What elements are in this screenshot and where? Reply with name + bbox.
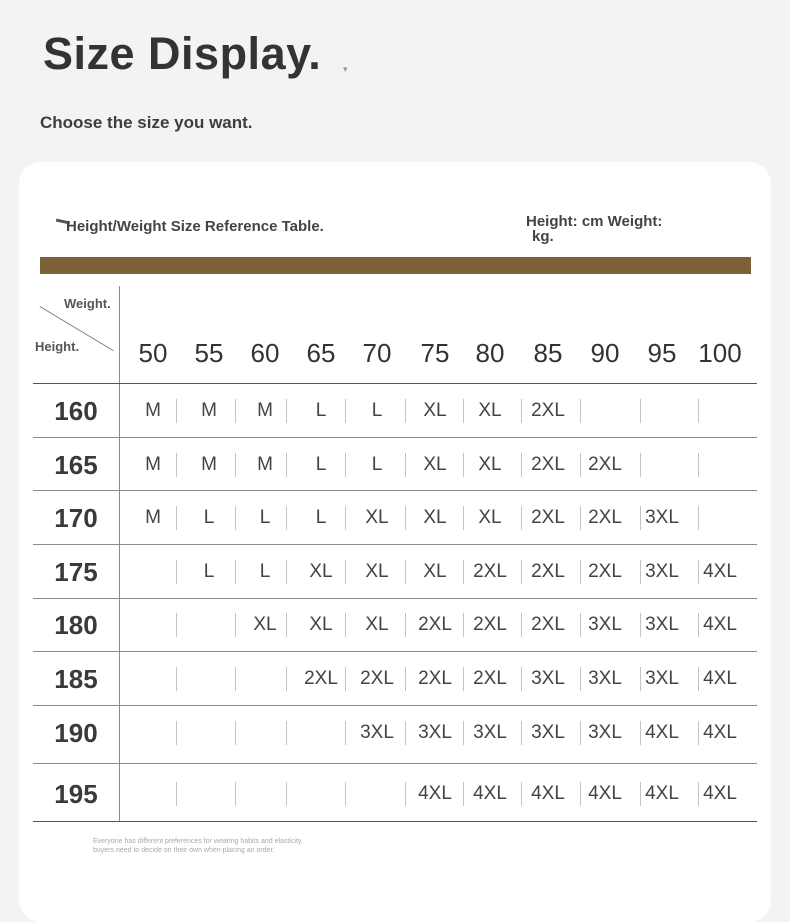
cell-separator [580, 506, 581, 530]
cell-separator [521, 721, 522, 745]
size-cell: 3XL [531, 722, 565, 743]
cell-separator [345, 453, 346, 477]
size-cell: 3XL [418, 722, 452, 743]
cell-separator [463, 506, 464, 530]
footnote-line-1: Everyone has different preferences for wearing habits and elasticity, [93, 838, 303, 845]
table-row-divider [33, 544, 757, 545]
cell-separator [521, 613, 522, 637]
size-cell: XL [365, 561, 389, 582]
cell-separator [698, 560, 699, 584]
cell-separator [698, 613, 699, 637]
weight-header: 65 [306, 338, 336, 368]
height-label: 195 [54, 779, 98, 809]
height-label: 170 [54, 503, 98, 533]
weight-header: 100 [698, 338, 742, 368]
size-cell: XL [365, 507, 389, 528]
size-cell: 4XL [645, 722, 679, 743]
corner-height-label: Height. [35, 339, 80, 354]
cell-separator [235, 667, 236, 691]
cell-separator [345, 782, 346, 806]
size-cell: 2XL [531, 614, 565, 635]
size-cell: XL [423, 561, 447, 582]
size-cell: 4XL [703, 668, 737, 689]
size-cell: 4XL [588, 783, 622, 804]
size-cell: 3XL [588, 722, 622, 743]
cell-separator [580, 721, 581, 745]
cell-separator [345, 560, 346, 584]
table-row-divider [33, 821, 757, 822]
cell-separator [235, 399, 236, 423]
size-cell: L [371, 400, 383, 421]
cell-separator [521, 399, 522, 423]
size-cell: XL [423, 507, 447, 528]
size-cell: 4XL [473, 783, 507, 804]
size-cell: 4XL [703, 722, 737, 743]
cell-separator [640, 560, 641, 584]
height-label: 175 [54, 557, 98, 587]
size-cell: 2XL [588, 561, 622, 582]
cell-separator [405, 560, 406, 584]
cell-separator [235, 560, 236, 584]
cell-separator [463, 782, 464, 806]
page-subtitle: Choose the size you want. [40, 113, 253, 132]
size-cell: L [259, 561, 271, 582]
cell-separator [345, 399, 346, 423]
size-cell: 2XL [360, 668, 394, 689]
cell-separator [286, 560, 287, 584]
size-cell: XL [478, 454, 502, 475]
size-cell: XL [478, 507, 502, 528]
size-cell: M [145, 507, 161, 528]
weight-header: 50 [138, 338, 168, 368]
size-cell: L [315, 454, 327, 475]
size-cell: 3XL [588, 614, 622, 635]
table-row-divider [33, 383, 757, 384]
cell-separator [521, 453, 522, 477]
cell-separator [580, 399, 581, 423]
cell-separator [640, 613, 641, 637]
decorative-mark-icon: ▾ [343, 64, 348, 74]
cell-separator [698, 399, 699, 423]
units-line-2: kg. [532, 228, 554, 245]
size-cell: M [201, 400, 217, 421]
cell-separator [345, 506, 346, 530]
cell-separator [286, 667, 287, 691]
cell-separator [640, 453, 641, 477]
weight-header: 95 [647, 338, 677, 368]
cell-separator [698, 667, 699, 691]
weight-header: 55 [194, 338, 224, 368]
cell-separator [698, 506, 699, 530]
cell-separator [463, 560, 464, 584]
cell-separator [286, 399, 287, 423]
cell-separator [580, 782, 581, 806]
size-cell: 2XL [418, 668, 452, 689]
cell-separator [640, 399, 641, 423]
weight-header: 80 [475, 338, 505, 368]
cell-separator [405, 453, 406, 477]
table-row-divider [33, 651, 757, 652]
cell-separator [235, 721, 236, 745]
size-cell: 3XL [645, 561, 679, 582]
cell-separator [176, 613, 177, 637]
cell-separator [463, 399, 464, 423]
size-cell: XL [365, 614, 389, 635]
cell-separator [580, 613, 581, 637]
table-row-divider [33, 598, 757, 599]
table-caption: Height/Weight Size Reference Table. [66, 218, 324, 235]
cell-separator [405, 782, 406, 806]
cell-separator [286, 782, 287, 806]
footnote-line-2: buyers need to decide on their own when placing an order. [93, 847, 275, 854]
table-row-divider [33, 763, 757, 764]
cell-separator [463, 453, 464, 477]
cell-separator [640, 667, 641, 691]
size-cell: L [259, 507, 271, 528]
height-label: 165 [54, 450, 98, 480]
height-label: 185 [54, 664, 98, 694]
cell-separator [580, 453, 581, 477]
size-cell: 4XL [531, 783, 565, 804]
table-row-divider [33, 705, 757, 706]
height-label: 160 [54, 396, 98, 426]
size-cell: L [203, 507, 215, 528]
size-cell: M [257, 400, 273, 421]
cell-separator [176, 399, 177, 423]
size-cell: 4XL [703, 783, 737, 804]
cell-separator [286, 721, 287, 745]
cell-separator [286, 613, 287, 637]
cell-separator [176, 721, 177, 745]
cell-separator [698, 453, 699, 477]
size-cell: M [201, 454, 217, 475]
cell-separator [405, 399, 406, 423]
size-cell: 2XL [588, 454, 622, 475]
cell-separator [521, 506, 522, 530]
cell-separator [235, 506, 236, 530]
weight-header: 70 [362, 338, 392, 368]
units-label [526, 214, 726, 244]
size-cell: 4XL [418, 783, 452, 804]
size-cell: XL [423, 454, 447, 475]
cell-separator [345, 613, 346, 637]
cell-separator [176, 453, 177, 477]
cell-separator [286, 506, 287, 530]
size-cell: 2XL [588, 507, 622, 528]
size-cell: 3XL [473, 722, 507, 743]
size-cell: 2XL [473, 614, 507, 635]
weight-header: 75 [420, 338, 450, 368]
size-cell: 3XL [360, 722, 394, 743]
size-cell: 2XL [473, 561, 507, 582]
footnote [93, 837, 303, 855]
size-cell: 2XL [418, 614, 452, 635]
corner-weight-label: Weight. [64, 296, 111, 311]
size-cell: L [371, 454, 383, 475]
height-label: 190 [54, 718, 98, 748]
cell-separator [640, 721, 641, 745]
cell-separator [176, 506, 177, 530]
cell-separator [235, 613, 236, 637]
size-cell: M [145, 400, 161, 421]
cell-separator [235, 453, 236, 477]
cell-separator [405, 613, 406, 637]
height-label: 180 [54, 610, 98, 640]
units-line-1: Height: cm Weight: [526, 213, 663, 230]
size-cell: L [315, 507, 327, 528]
size-cell: 2XL [304, 668, 338, 689]
cell-separator [405, 721, 406, 745]
size-cell: L [315, 400, 327, 421]
size-cell: L [203, 561, 215, 582]
size-cell: 3XL [645, 507, 679, 528]
cell-separator [521, 667, 522, 691]
size-cell: XL [309, 561, 333, 582]
cell-separator [698, 721, 699, 745]
size-cell: 2XL [531, 454, 565, 475]
cell-separator [286, 453, 287, 477]
cell-separator [176, 782, 177, 806]
cell-separator [176, 560, 177, 584]
size-cell: 4XL [645, 783, 679, 804]
size-cell: 3XL [645, 614, 679, 635]
cell-separator [580, 667, 581, 691]
cell-separator [521, 560, 522, 584]
weight-header: 60 [250, 338, 280, 368]
size-cell: XL [423, 400, 447, 421]
size-cell: XL [478, 400, 502, 421]
size-chart-card [19, 162, 771, 922]
size-cell: XL [253, 614, 277, 635]
cell-separator [463, 613, 464, 637]
header-band [40, 257, 751, 274]
cell-separator [345, 721, 346, 745]
size-cell: M [257, 454, 273, 475]
table-row-divider [33, 490, 757, 491]
cell-separator [580, 560, 581, 584]
size-cell: 4XL [703, 614, 737, 635]
weight-header: 90 [590, 338, 620, 368]
cell-separator [640, 506, 641, 530]
size-cell: 3XL [588, 668, 622, 689]
size-cell: 4XL [703, 561, 737, 582]
cell-separator [521, 782, 522, 806]
cell-separator [345, 667, 346, 691]
size-cell: M [145, 454, 161, 475]
size-cell: 3XL [531, 668, 565, 689]
cell-separator [698, 782, 699, 806]
cell-separator [176, 667, 177, 691]
size-cell: 2XL [531, 561, 565, 582]
size-cell: XL [309, 614, 333, 635]
cell-separator [463, 667, 464, 691]
table-vertical-axis [119, 286, 120, 821]
size-cell: 3XL [645, 668, 679, 689]
cell-separator [640, 782, 641, 806]
size-cell: 2XL [531, 507, 565, 528]
cell-separator [405, 506, 406, 530]
size-cell: 2XL [473, 668, 507, 689]
page-title: Size Display. [43, 28, 322, 79]
cell-separator [463, 721, 464, 745]
table-row-divider [33, 437, 757, 438]
weight-header: 85 [533, 338, 563, 368]
cell-separator [405, 667, 406, 691]
size-cell: 2XL [531, 400, 565, 421]
cell-separator [235, 782, 236, 806]
